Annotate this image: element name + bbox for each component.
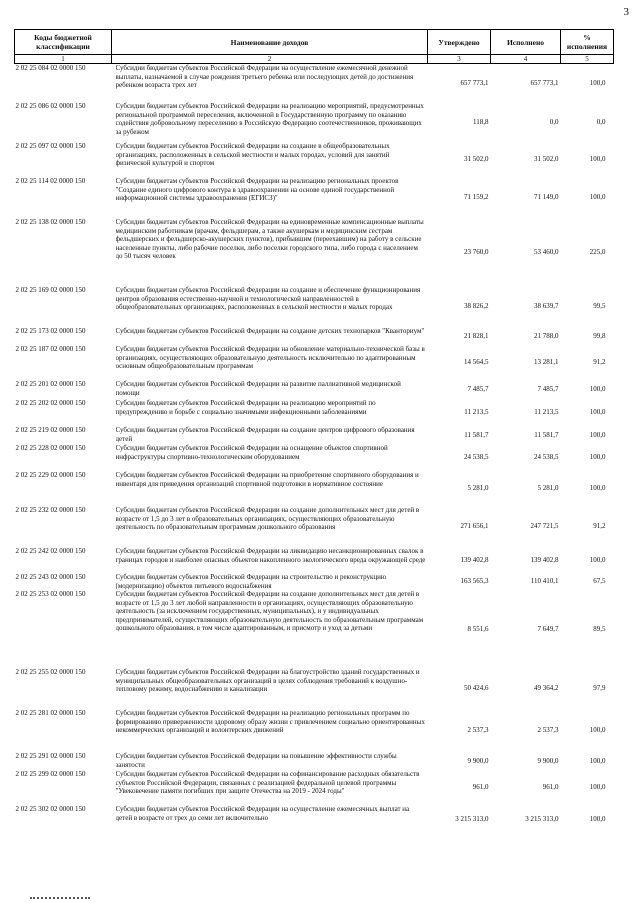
column-number: 1 — [15, 55, 112, 64]
percent-cell: 100,0 — [589, 726, 606, 735]
executed-cell: 53 460,0 — [534, 247, 559, 256]
percent-cell: 89,5 — [593, 624, 606, 633]
budget-code-cell: 2 02 25 202 02 0000 150 — [15, 399, 86, 407]
revenue-name-text: Субсидии бюджетам субъектов Российской Федерации на создание дополнительных мест для детей в возрасте от 1,5 до 3 лет любой направленности в организациях, осуществляющих образовательную деятельность (за исключением государственных, муниципальных), и у индивидуальных предпринимателей, осуществляющих образовательную деятельность по образовательным программам дошкольного образования, в том числе адаптированным, и присмотр и уход за детьми — [115, 590, 424, 633]
executed-cell: 139 402,8 — [530, 555, 559, 564]
revenue-name-cell — [112, 471, 428, 506]
revenue-name-cell — [112, 444, 428, 471]
executed-cell: 7 649,7 — [537, 624, 559, 633]
revenue-name-cell — [112, 286, 428, 327]
budget-code-cell: 2 02 25 228 02 0000 150 — [15, 444, 86, 452]
budget-code-cell: 2 02 25 097 02 0000 150 — [15, 142, 86, 150]
executed-cell: 247 721,5 — [530, 522, 559, 531]
revenue-name-text: Субсидии бюджетам субъектов Российской Федерации на софинансирование расходных обязательств субъектов Российской Федерации, связанных с реализацией федеральной целевой программы "Увековечение памяти погибших при защите Отечества на 2019 - 2024 годы" — [115, 770, 420, 796]
approved-cell: 23 760,0 — [464, 247, 489, 256]
table-row — [15, 399, 614, 426]
revenue-name-text: Субсидии бюджетам субъектов Российской Федерации на оснащение объектов спортивной инфраструктуры спортивно-технологическим оборудованием — [115, 444, 388, 461]
revenue-name-text: Субсидии бюджетам субъектов Российской Федерации на реализацию мероприятий, предусмотренных региональной программой переселения, включенной в Государственную программу по оказанию содействия добровольному переселению в Российскую Федерацию соотечественников, проживающих за рубежом — [115, 102, 424, 136]
revenue-name-cell — [112, 590, 428, 668]
budget-code-cell: 2 02 25 291 02 0000 150 — [15, 752, 86, 760]
budget-code-cell: 2 02 25 302 02 0000 150 — [15, 805, 86, 813]
percent-cell: 97,9 — [593, 684, 606, 693]
revenue-name-text: Субсидии бюджетам субъектов Российской Федерации на осуществление ежемесячной денежной выплаты, назначаемой в случае рождения третьего ребенка или последующих детей до достижения ребенком возраста трех лет — [115, 64, 414, 90]
table-row — [15, 573, 614, 590]
revenue-name-text: Субсидии бюджетам субъектов Российской Федерации на обновление материально-технической базы в организациях, осуществляющих образовательную деятельность исключительно по адаптированным основным общеобразовательным программам — [115, 345, 425, 371]
executed-cell: 2 537,3 — [537, 726, 559, 735]
revenue-name-cell — [112, 668, 428, 709]
executed-cell: 657 773,1 — [530, 78, 559, 87]
approved-cell: 5 281,0 — [467, 484, 489, 493]
budget-code-cell: 2 02 25 253 02 0000 150 — [15, 590, 86, 598]
revenue-name-cell — [112, 380, 428, 399]
revenue-name-cell — [112, 573, 428, 590]
approved-cell: 38 826,2 — [464, 302, 489, 311]
percent-cell: 100,0 — [589, 193, 606, 202]
table-row — [15, 286, 614, 327]
revenue-name-text: Субсидии бюджетам субъектов Российской Федерации на приобретение спортивного оборудования и инвентаря для приведения организаций спортивной подготовки в нормативное состояние — [115, 471, 419, 488]
approved-cell: 21 828,1 — [464, 331, 489, 340]
approved-cell: 271 656,1 — [460, 522, 489, 531]
revenue-name-text: Субсидии бюджетам субъектов Российской Федерации на единовременные компенсационные выплаты медицинским работникам (врачам, фельдшерам, а также акушеркам и медицинским сестрам фельдшерских и фельдшерско-акушерских пунктов), прибывшим (переехавшим) на работу в сельские населенные пункты, либо рабочие поселки, либо поселки городского типа, либо города с населением до 50 тысяч человек — [115, 218, 424, 261]
revenue-table — [14, 29, 614, 833]
budget-code-cell: 2 02 25 299 02 0000 150 — [15, 770, 86, 778]
budget-code-cell: 2 02 25 219 02 0000 150 — [15, 426, 86, 434]
table-body — [15, 64, 614, 834]
table-row — [15, 752, 614, 770]
executed-cell: 11 213,5 — [534, 408, 559, 417]
approved-cell: 163 565,3 — [460, 577, 489, 586]
percent-cell: 100,0 — [589, 78, 606, 87]
revenue-name-cell — [112, 709, 428, 752]
budget-code-cell: 2 02 25 281 02 0000 150 — [15, 709, 86, 717]
revenue-name-cell — [112, 506, 428, 547]
header-approved: Утверждено — [428, 30, 491, 55]
budget-code-cell: 2 02 25 086 02 0000 150 — [15, 102, 86, 110]
budget-code-cell: 2 02 25 187 02 0000 150 — [15, 345, 86, 353]
table-row — [15, 177, 614, 218]
revenue-name-cell — [112, 547, 428, 573]
table-row — [15, 770, 614, 805]
revenue-name-text: Субсидии бюджетам субъектов Российской Федерации на создание и обеспечение функционирования центров образования естественно-научной и технологической направленностей в общеобразовательных организациях, расположенных в сельской местности и малых городах — [115, 286, 421, 312]
approved-cell: 71 159,2 — [464, 193, 489, 202]
header-percent: % исполнения — [561, 30, 614, 55]
column-number-row — [15, 55, 614, 64]
budget-code-cell: 2 02 25 243 02 0000 150 — [15, 573, 86, 581]
budget-code-cell: 2 02 25 138 02 0000 150 — [15, 218, 86, 226]
percent-cell: 100,0 — [589, 814, 606, 823]
revenue-name-cell — [112, 218, 428, 286]
percent-cell: 100,0 — [589, 430, 606, 439]
table-row — [15, 709, 614, 752]
scan-artifact — [30, 897, 90, 899]
approved-cell: 11 581,7 — [464, 430, 489, 439]
table-row — [15, 590, 614, 668]
table-row — [15, 805, 614, 833]
approved-cell: 118,8 — [473, 117, 489, 126]
budget-code-cell: 2 02 25 242 02 0000 150 — [15, 547, 86, 555]
revenue-name-text: Субсидии бюджетам субъектов Российской Федерации на создание детских технопарков "Кванториум" — [115, 327, 425, 335]
revenue-name-text: Субсидии бюджетам субъектов Российской Федерации на создание дополнительных мест для детей в возрасте от 1,5 до 3 лет в образовательных организациях, осуществляющих образовательную деятельность по образовательным программам дошкольного образования — [115, 506, 420, 532]
table-header-row — [15, 30, 614, 55]
revenue-name-text: Субсидии бюджетам субъектов Российской Федерации на осуществление ежемесячных выплат на детей в возрасте от трех до семи лет включительно — [115, 805, 410, 822]
revenue-name-text: Субсидии бюджетам субъектов Российской Федерации на создание в общеобразовательных организациях, расположенных в сельской местности и малых городах, условий для занятий физической культурой и спортом — [115, 142, 390, 168]
revenue-name-cell — [112, 64, 428, 103]
approved-cell: 24 538,5 — [464, 453, 489, 462]
executed-cell: 110 410,1 — [530, 577, 559, 586]
revenue-name-text: Субсидии бюджетам субъектов Российской Федерации на строительство и реконструкцию (модернизацию) объектов питьевого водоснабжения — [115, 573, 387, 590]
revenue-name-text: Субсидии бюджетам субъектов Российской Федерации на создание центров цифрового образования детей — [115, 426, 415, 443]
header-executed: Исполнено — [491, 30, 561, 55]
approved-cell: 50 424,6 — [464, 684, 489, 693]
table-row — [15, 506, 614, 547]
column-number: 3 — [428, 55, 491, 64]
approved-cell: 7 485,7 — [467, 385, 489, 394]
percent-cell: 100,0 — [589, 155, 606, 164]
percent-cell: 91,2 — [593, 522, 606, 531]
percent-cell: 67,5 — [593, 577, 606, 586]
executed-cell: 49 364,2 — [534, 684, 559, 693]
executed-cell: 5 281,0 — [537, 484, 559, 493]
revenue-name-cell — [112, 345, 428, 380]
budget-code-cell: 2 02 25 173 02 0000 150 — [15, 327, 86, 335]
revenue-name-cell — [112, 426, 428, 444]
revenue-name-cell — [112, 752, 428, 770]
approved-cell: 657 773,1 — [460, 78, 489, 87]
percent-cell: 100,0 — [589, 385, 606, 394]
revenue-name-text: Субсидии бюджетам субъектов Российской Федерации на реализацию мероприятий по предупреждению и борьбе с социально значимыми инфекционными заболеваниями — [115, 399, 376, 416]
table-row — [15, 471, 614, 506]
approved-cell: 9 900,0 — [467, 756, 489, 765]
revenue-name-cell — [112, 142, 428, 177]
header-revenue-name: Наименование доходов — [112, 30, 428, 55]
budget-code-cell: 2 02 25 229 02 0000 150 — [15, 471, 86, 479]
revenue-name-text: Субсидии бюджетам субъектов Российской Федерации на развитие паллиативной медицинской помощи — [115, 380, 401, 397]
executed-cell: 7 485,7 — [537, 385, 559, 394]
executed-cell: 38 639,7 — [534, 302, 559, 311]
percent-cell: 100,0 — [589, 783, 606, 792]
approved-cell: 11 213,5 — [464, 408, 489, 417]
approved-cell: 3 215 313,0 — [455, 814, 489, 823]
table-row — [15, 547, 614, 573]
revenue-name-text: Субсидии бюджетам субъектов Российской Федерации на благоустройство зданий государственных и муниципальных общеобразовательных организаций в целях соблюдения требований к воздушно-тепловому режиму, водоснабжению и канализации — [115, 668, 420, 694]
percent-cell: 225,0 — [589, 247, 606, 256]
revenue-name-text: Субсидии бюджетам субъектов Российской Федерации на повышение эффективности службы занятости — [115, 752, 397, 769]
executed-cell: 71 149,0 — [534, 193, 559, 202]
table-row — [15, 444, 614, 471]
table-row — [15, 380, 614, 399]
percent-cell: 0,0 — [596, 117, 606, 126]
column-number: 5 — [561, 55, 614, 64]
executed-cell: 24 538,5 — [534, 453, 559, 462]
table-row — [15, 668, 614, 709]
revenue-name-text: Субсидии бюджетам субъектов Российской Федерации на реализацию региональных проектов "Создание единого цифрового контура в здравоохранении на основе единой государственной информационной системы здравоохранения (ЕГИСЗ)" — [115, 177, 399, 203]
percent-cell: 100,0 — [589, 453, 606, 462]
executed-cell: 961,0 — [542, 783, 559, 792]
percent-cell: 100,0 — [589, 484, 606, 493]
table-row — [15, 218, 614, 286]
column-number: 4 — [491, 55, 561, 64]
executed-cell: 21 788,0 — [534, 331, 559, 340]
header-budget-codes: Коды бюджетной классификации — [15, 30, 112, 55]
executed-cell: 3 215 313,0 — [525, 814, 559, 823]
budget-code-cell: 2 02 25 255 02 0000 150 — [15, 668, 86, 676]
executed-cell: 0,0 — [549, 117, 559, 126]
table-row — [15, 102, 614, 142]
executed-cell: 11 581,7 — [534, 430, 559, 439]
percent-cell: 99,8 — [593, 331, 606, 340]
table-row — [15, 327, 614, 345]
executed-cell: 31 502,0 — [534, 155, 559, 164]
revenue-name-cell — [112, 102, 428, 142]
revenue-name-cell — [112, 177, 428, 218]
budget-code-cell: 2 02 25 084 02 0000 150 — [15, 64, 86, 72]
budget-code-cell: 2 02 25 232 02 0000 150 — [15, 506, 86, 514]
percent-cell: 100,0 — [589, 555, 606, 564]
budget-code-cell: 2 02 25 114 02 0000 150 — [15, 177, 86, 185]
approved-cell: 2 537,3 — [467, 726, 489, 735]
table-row — [15, 426, 614, 444]
percent-cell: 100,0 — [589, 408, 606, 417]
page-number: 3 — [623, 6, 629, 18]
table-row — [15, 345, 614, 380]
revenue-name-text: Субсидии бюджетам субъектов Российской Федерации на реализацию региональных программ по формированию приверженности здоровому образу жизни с привлечением социально ориентированных некоммерческих организаций и волонтерских движений — [115, 709, 425, 735]
table-row — [15, 142, 614, 177]
executed-cell: 9 900,0 — [537, 756, 559, 765]
revenue-name-cell — [112, 327, 428, 345]
table-row — [15, 64, 614, 103]
budget-code-cell: 2 02 25 201 02 0000 150 — [15, 380, 86, 388]
revenue-name-cell — [112, 770, 428, 805]
approved-cell: 14 564,5 — [464, 358, 489, 367]
approved-cell: 139 402,8 — [460, 555, 489, 564]
percent-cell: 100,0 — [589, 756, 606, 765]
revenue-name-cell — [112, 805, 428, 833]
revenue-name-text: Субсидии бюджетам субъектов Российской Федерации на ликвидацию несанкционированных свалок в границах городов и наиболее опасных объектов накопленного экологического вреда окружающей среде — [115, 547, 426, 564]
revenue-name-cell — [112, 399, 428, 426]
percent-cell: 99,5 — [593, 302, 606, 311]
approved-cell: 8 551,6 — [467, 624, 489, 633]
budget-code-cell: 2 02 25 169 02 0000 150 — [15, 286, 86, 294]
percent-cell: 91,2 — [593, 358, 606, 367]
column-number: 2 — [112, 55, 428, 64]
approved-cell: 961,0 — [472, 783, 489, 792]
approved-cell: 31 502,0 — [464, 155, 489, 164]
executed-cell: 13 281,1 — [534, 358, 559, 367]
